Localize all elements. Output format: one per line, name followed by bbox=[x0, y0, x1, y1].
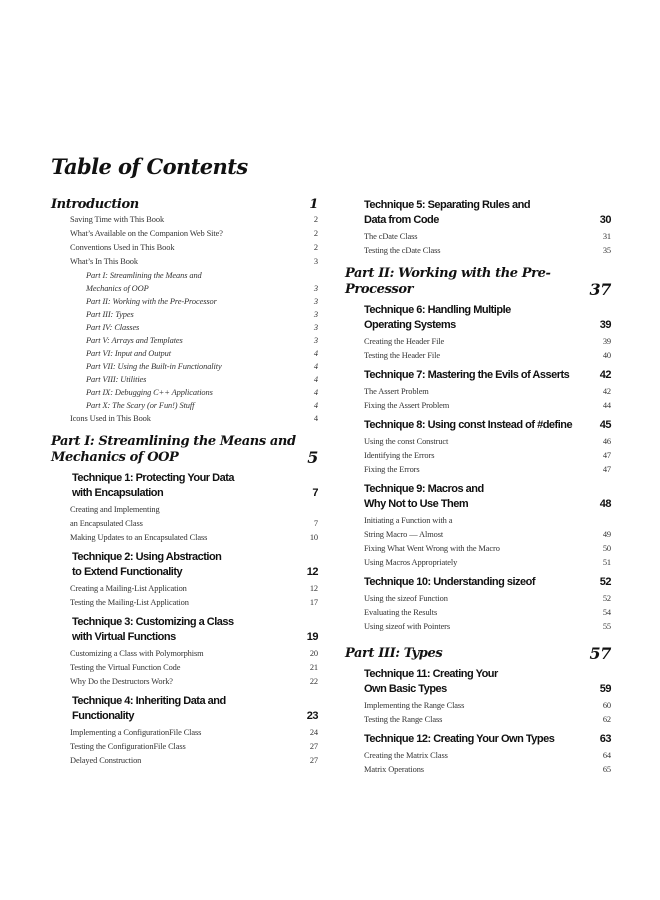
toc-entry[interactable] bbox=[345, 592, 611, 606]
toc-subentry-text: Part X: The Scary (or Fun!) Stuff bbox=[86, 401, 195, 410]
toc-technique[interactable] bbox=[345, 368, 611, 383]
toc-subentry-text: Part V: Arrays and Templates bbox=[86, 336, 183, 345]
technique-title: Technique 11: Creating Your Own Basic Types bbox=[364, 668, 498, 695]
toc-entry-page: 7 bbox=[313, 519, 318, 528]
technique-title: Technique 6: Handling Multiple Operating Systems bbox=[364, 304, 511, 331]
toc-subentry-page: 3 bbox=[313, 310, 318, 319]
technique-title: Technique 9: Macros and Why Not to Use Them bbox=[364, 483, 484, 510]
technique-page: 59 bbox=[599, 683, 611, 695]
toc-entry[interactable] bbox=[345, 349, 611, 363]
toc-entry-text: Testing the cDate Class bbox=[364, 246, 441, 255]
toc-subentry[interactable] bbox=[51, 360, 318, 373]
toc-entry[interactable] bbox=[51, 241, 318, 255]
part-title: Part III: Types bbox=[345, 646, 443, 661]
part-title: Part I: Streamlining the Means and Mechanics of OOP bbox=[51, 434, 296, 465]
toc-entry-page: 31 bbox=[602, 232, 611, 241]
toc-technique[interactable] bbox=[51, 550, 318, 580]
toc-part-heading[interactable] bbox=[345, 646, 611, 662]
introduction-page: 1 bbox=[309, 197, 318, 212]
toc-part-heading[interactable] bbox=[345, 266, 611, 298]
technique-page: 12 bbox=[306, 566, 318, 578]
toc-entry-text: Matrix Operations bbox=[364, 765, 424, 774]
technique-page: 52 bbox=[599, 576, 611, 588]
toc-entry-text: What’s In This Book bbox=[70, 257, 138, 266]
technique-title: Technique 4: Inheriting Data and Functionality bbox=[72, 695, 226, 722]
toc-entry[interactable] bbox=[51, 503, 318, 531]
toc-subentry-page: 3 bbox=[313, 323, 318, 332]
toc-entry-text: Implementing the Range Class bbox=[364, 701, 465, 710]
toc-subentry[interactable] bbox=[51, 373, 318, 386]
toc-entry-page: 40 bbox=[602, 351, 611, 360]
introduction-title: Introduction bbox=[51, 197, 139, 212]
technique-page: 23 bbox=[306, 710, 318, 722]
toc-subentry-text: Part VIII: Utilities bbox=[86, 375, 147, 384]
toc-entry[interactable] bbox=[345, 699, 611, 713]
toc-entry-page: 44 bbox=[602, 401, 611, 410]
toc-entry-page: 50 bbox=[602, 544, 611, 553]
technique-title: Technique 5: Separating Rules and Data from Code bbox=[364, 199, 531, 226]
toc-entry-page: 39 bbox=[602, 337, 611, 346]
toc-entry[interactable] bbox=[345, 463, 611, 477]
toc-technique[interactable] bbox=[345, 418, 611, 433]
toc-subentry-text: Part IV: Classes bbox=[86, 323, 140, 332]
toc-entry-text: Customizing a Class with Polymorphism bbox=[70, 649, 204, 658]
toc-entry-text: Evaluating the Results bbox=[364, 608, 438, 617]
toc-entry-text: Delayed Construction bbox=[70, 756, 142, 765]
toc-entry-page: 65 bbox=[602, 765, 611, 774]
toc-entry[interactable] bbox=[51, 726, 318, 740]
toc-technique[interactable] bbox=[345, 482, 611, 512]
toc-technique[interactable] bbox=[51, 615, 318, 645]
toc-entry[interactable] bbox=[345, 542, 611, 556]
part-page: 57 bbox=[589, 644, 611, 663]
toc-entry-text: Using the const Construct bbox=[364, 437, 449, 446]
toc-entry-text: Creating a Mailing-List Application bbox=[70, 584, 187, 593]
page-title: Table of Contents bbox=[51, 154, 248, 179]
toc-entry-text: Identifying the Errors bbox=[364, 451, 435, 460]
toc-entry[interactable] bbox=[51, 582, 318, 596]
toc-subentry[interactable] bbox=[51, 334, 318, 347]
toc-entry[interactable] bbox=[345, 606, 611, 620]
toc-entry-page: 46 bbox=[602, 437, 611, 446]
toc-entry[interactable] bbox=[345, 244, 611, 258]
toc-entry-text: Fixing the Errors bbox=[364, 465, 420, 474]
toc-entry[interactable] bbox=[345, 385, 611, 399]
technique-page: 42 bbox=[599, 369, 611, 381]
technique-title: Technique 10: Understanding sizeof bbox=[364, 576, 536, 588]
toc-entry[interactable] bbox=[345, 763, 611, 777]
toc-entry-text: Initiating a Function with a String Macro — Almost bbox=[364, 516, 453, 539]
toc-entry-page: 27 bbox=[309, 756, 318, 765]
toc-subentry-text: Part I: Streamlining the Means and Mechanics of OOP bbox=[86, 271, 202, 293]
toc-introduction-heading[interactable] bbox=[51, 196, 318, 212]
toc-entry-text: Using Macros Appropriately bbox=[364, 558, 458, 567]
toc-entry[interactable] bbox=[345, 749, 611, 763]
toc-subentry-page: 4 bbox=[313, 401, 318, 410]
toc-entry-page: 60 bbox=[602, 701, 611, 710]
technique-title: Technique 7: Mastering the Evils of Asserts bbox=[364, 369, 570, 381]
toc-entry-page: 49 bbox=[602, 530, 611, 539]
toc-entry-page: 24 bbox=[309, 728, 318, 737]
toc-entry-text: What’s Available on the Companion Web Site? bbox=[70, 229, 223, 238]
toc-entry[interactable] bbox=[345, 399, 611, 413]
toc-technique[interactable] bbox=[345, 575, 611, 590]
toc-entry-text: The cDate Class bbox=[364, 232, 418, 241]
toc-entry[interactable] bbox=[345, 449, 611, 463]
toc-entry[interactable] bbox=[345, 514, 611, 542]
toc-subentry-text: Part III: Types bbox=[86, 310, 134, 319]
toc-subentry-text: Part VI: Input and Output bbox=[86, 349, 171, 358]
toc-subentry-text: Part IX: Debugging C++ Applications bbox=[86, 388, 213, 397]
toc-part-heading[interactable] bbox=[51, 434, 318, 466]
toc-entry[interactable] bbox=[51, 675, 318, 689]
toc-entry-page: 47 bbox=[602, 451, 611, 460]
toc-entry-text: Fixing the Assert Problem bbox=[364, 401, 450, 410]
toc-entry[interactable] bbox=[51, 661, 318, 675]
toc-entry-text: The Assert Problem bbox=[364, 387, 429, 396]
technique-page: 7 bbox=[312, 487, 318, 499]
toc-right-column bbox=[345, 196, 611, 777]
toc-entry-page: 4 bbox=[313, 414, 318, 423]
toc-entry-text: Creating the Header File bbox=[364, 337, 445, 346]
toc-entry[interactable] bbox=[345, 335, 611, 349]
technique-page: 19 bbox=[306, 631, 318, 643]
toc-entry-text: Testing the Range Class bbox=[364, 715, 443, 724]
toc-technique[interactable] bbox=[345, 198, 611, 228]
toc-subentry[interactable] bbox=[51, 308, 318, 321]
toc-entry[interactable] bbox=[51, 531, 318, 545]
toc-subentry-page: 4 bbox=[313, 362, 318, 371]
toc-entry-page: 22 bbox=[309, 677, 318, 686]
toc-technique[interactable] bbox=[345, 732, 611, 747]
toc-entry-text: Why Do the Destructors Work? bbox=[70, 677, 173, 686]
toc-entry[interactable] bbox=[51, 213, 318, 227]
toc-entry-page: 42 bbox=[602, 387, 611, 396]
toc-entry-text: Making Updates to an Encapsulated Class bbox=[70, 533, 208, 542]
toc-entry-text: Using the sizeof Function bbox=[364, 594, 448, 603]
toc-entry-page: 3 bbox=[313, 257, 318, 266]
technique-title: Technique 8: Using const Instead of #define bbox=[364, 419, 573, 431]
toc-entry[interactable] bbox=[51, 647, 318, 661]
toc-left-column bbox=[51, 196, 318, 768]
toc-entry[interactable] bbox=[345, 556, 611, 570]
toc-entry[interactable] bbox=[51, 740, 318, 754]
toc-entry-page: 2 bbox=[313, 243, 318, 252]
technique-title: Technique 3: Customizing a Class with Virtual Functions bbox=[72, 616, 234, 643]
toc-subentry[interactable] bbox=[51, 347, 318, 360]
toc-subentry[interactable] bbox=[51, 295, 318, 308]
toc-entry-page: 12 bbox=[309, 584, 318, 593]
toc-entry-page: 2 bbox=[313, 229, 318, 238]
toc-entry-text: Implementing a ConfigurationFile Class bbox=[70, 728, 202, 737]
toc-subentry-page: 3 bbox=[313, 297, 318, 306]
toc-entry-text: Creating and Implementing an Encapsulated Class bbox=[70, 505, 160, 528]
toc-entry[interactable] bbox=[51, 754, 318, 768]
toc-entry-page: 51 bbox=[602, 558, 611, 567]
toc-subentry-page: 4 bbox=[313, 349, 318, 358]
toc-technique[interactable] bbox=[51, 694, 318, 724]
toc-entry-page: 62 bbox=[602, 715, 611, 724]
part-title: Part II: Working with the Pre-Processor bbox=[345, 266, 551, 297]
toc-entry-page: 64 bbox=[602, 751, 611, 760]
toc-entry-text: Testing the ConfigurationFile Class bbox=[70, 742, 186, 751]
technique-page: 45 bbox=[599, 419, 611, 431]
toc-subentry-page: 4 bbox=[313, 388, 318, 397]
part-page: 37 bbox=[589, 280, 611, 299]
toc-entry-page: 21 bbox=[309, 663, 318, 672]
toc-subentry-page: 3 bbox=[313, 336, 318, 345]
toc-subentry-text: Part VII: Using the Built-in Functionality bbox=[86, 362, 222, 371]
toc-subentry-page: 3 bbox=[313, 284, 318, 293]
technique-title: Technique 1: Protecting Your Data with Encapsulation bbox=[72, 472, 234, 499]
toc-subentry[interactable] bbox=[51, 269, 318, 295]
toc-entry-page: 47 bbox=[602, 465, 611, 474]
toc-entry-text: Testing the Header File bbox=[364, 351, 440, 360]
technique-title: Technique 2: Using Abstraction to Extend Functionality bbox=[72, 551, 222, 578]
technique-page: 30 bbox=[599, 214, 611, 226]
toc-subentry-text: Part II: Working with the Pre-Processor bbox=[86, 297, 217, 306]
toc-entry-page: 17 bbox=[309, 598, 318, 607]
toc-entry[interactable] bbox=[51, 227, 318, 241]
toc-entry-text: Testing the Virtual Function Code bbox=[70, 663, 181, 672]
toc-entry-text: Fixing What Went Wrong with the Macro bbox=[364, 544, 500, 553]
toc-entry-text: Creating the Matrix Class bbox=[364, 751, 448, 760]
toc-subentry[interactable] bbox=[51, 399, 318, 412]
toc-entry-page: 52 bbox=[602, 594, 611, 603]
toc-entry[interactable] bbox=[51, 255, 318, 269]
toc-entry-page: 20 bbox=[309, 649, 318, 658]
toc-entry-text: Icons Used in This Book bbox=[70, 414, 151, 423]
toc-entry-text: Saving Time with This Book bbox=[70, 215, 165, 224]
toc-subentry-page: 4 bbox=[313, 375, 318, 384]
toc-entry-page: 27 bbox=[309, 742, 318, 751]
part-page: 5 bbox=[307, 448, 318, 467]
toc-entry-text: Using sizeof with Pointers bbox=[364, 622, 451, 631]
toc-entry-text: Conventions Used in This Book bbox=[70, 243, 175, 252]
technique-title: Technique 12: Creating Your Own Types bbox=[364, 733, 555, 745]
toc-technique[interactable] bbox=[345, 303, 611, 333]
technique-page: 48 bbox=[599, 498, 611, 510]
toc-entry[interactable] bbox=[345, 620, 611, 634]
toc-entry[interactable] bbox=[345, 435, 611, 449]
toc-entry[interactable] bbox=[345, 230, 611, 244]
toc-subentry[interactable] bbox=[51, 386, 318, 399]
toc-entry-text: Testing the Mailing-List Application bbox=[70, 598, 189, 607]
toc-entry-page: 10 bbox=[309, 533, 318, 542]
technique-page: 39 bbox=[599, 319, 611, 331]
toc-technique[interactable] bbox=[51, 471, 318, 501]
toc-entry-page: 55 bbox=[602, 622, 611, 631]
technique-page: 63 bbox=[599, 733, 611, 745]
toc-entry-page: 54 bbox=[602, 608, 611, 617]
toc-entry[interactable] bbox=[51, 596, 318, 610]
toc-entry[interactable] bbox=[345, 713, 611, 727]
toc-entry-page: 35 bbox=[602, 246, 611, 255]
toc-entry-page: 2 bbox=[313, 215, 318, 224]
toc-technique[interactable] bbox=[345, 667, 611, 697]
toc-subentry[interactable] bbox=[51, 321, 318, 334]
toc-entry[interactable] bbox=[51, 412, 318, 426]
